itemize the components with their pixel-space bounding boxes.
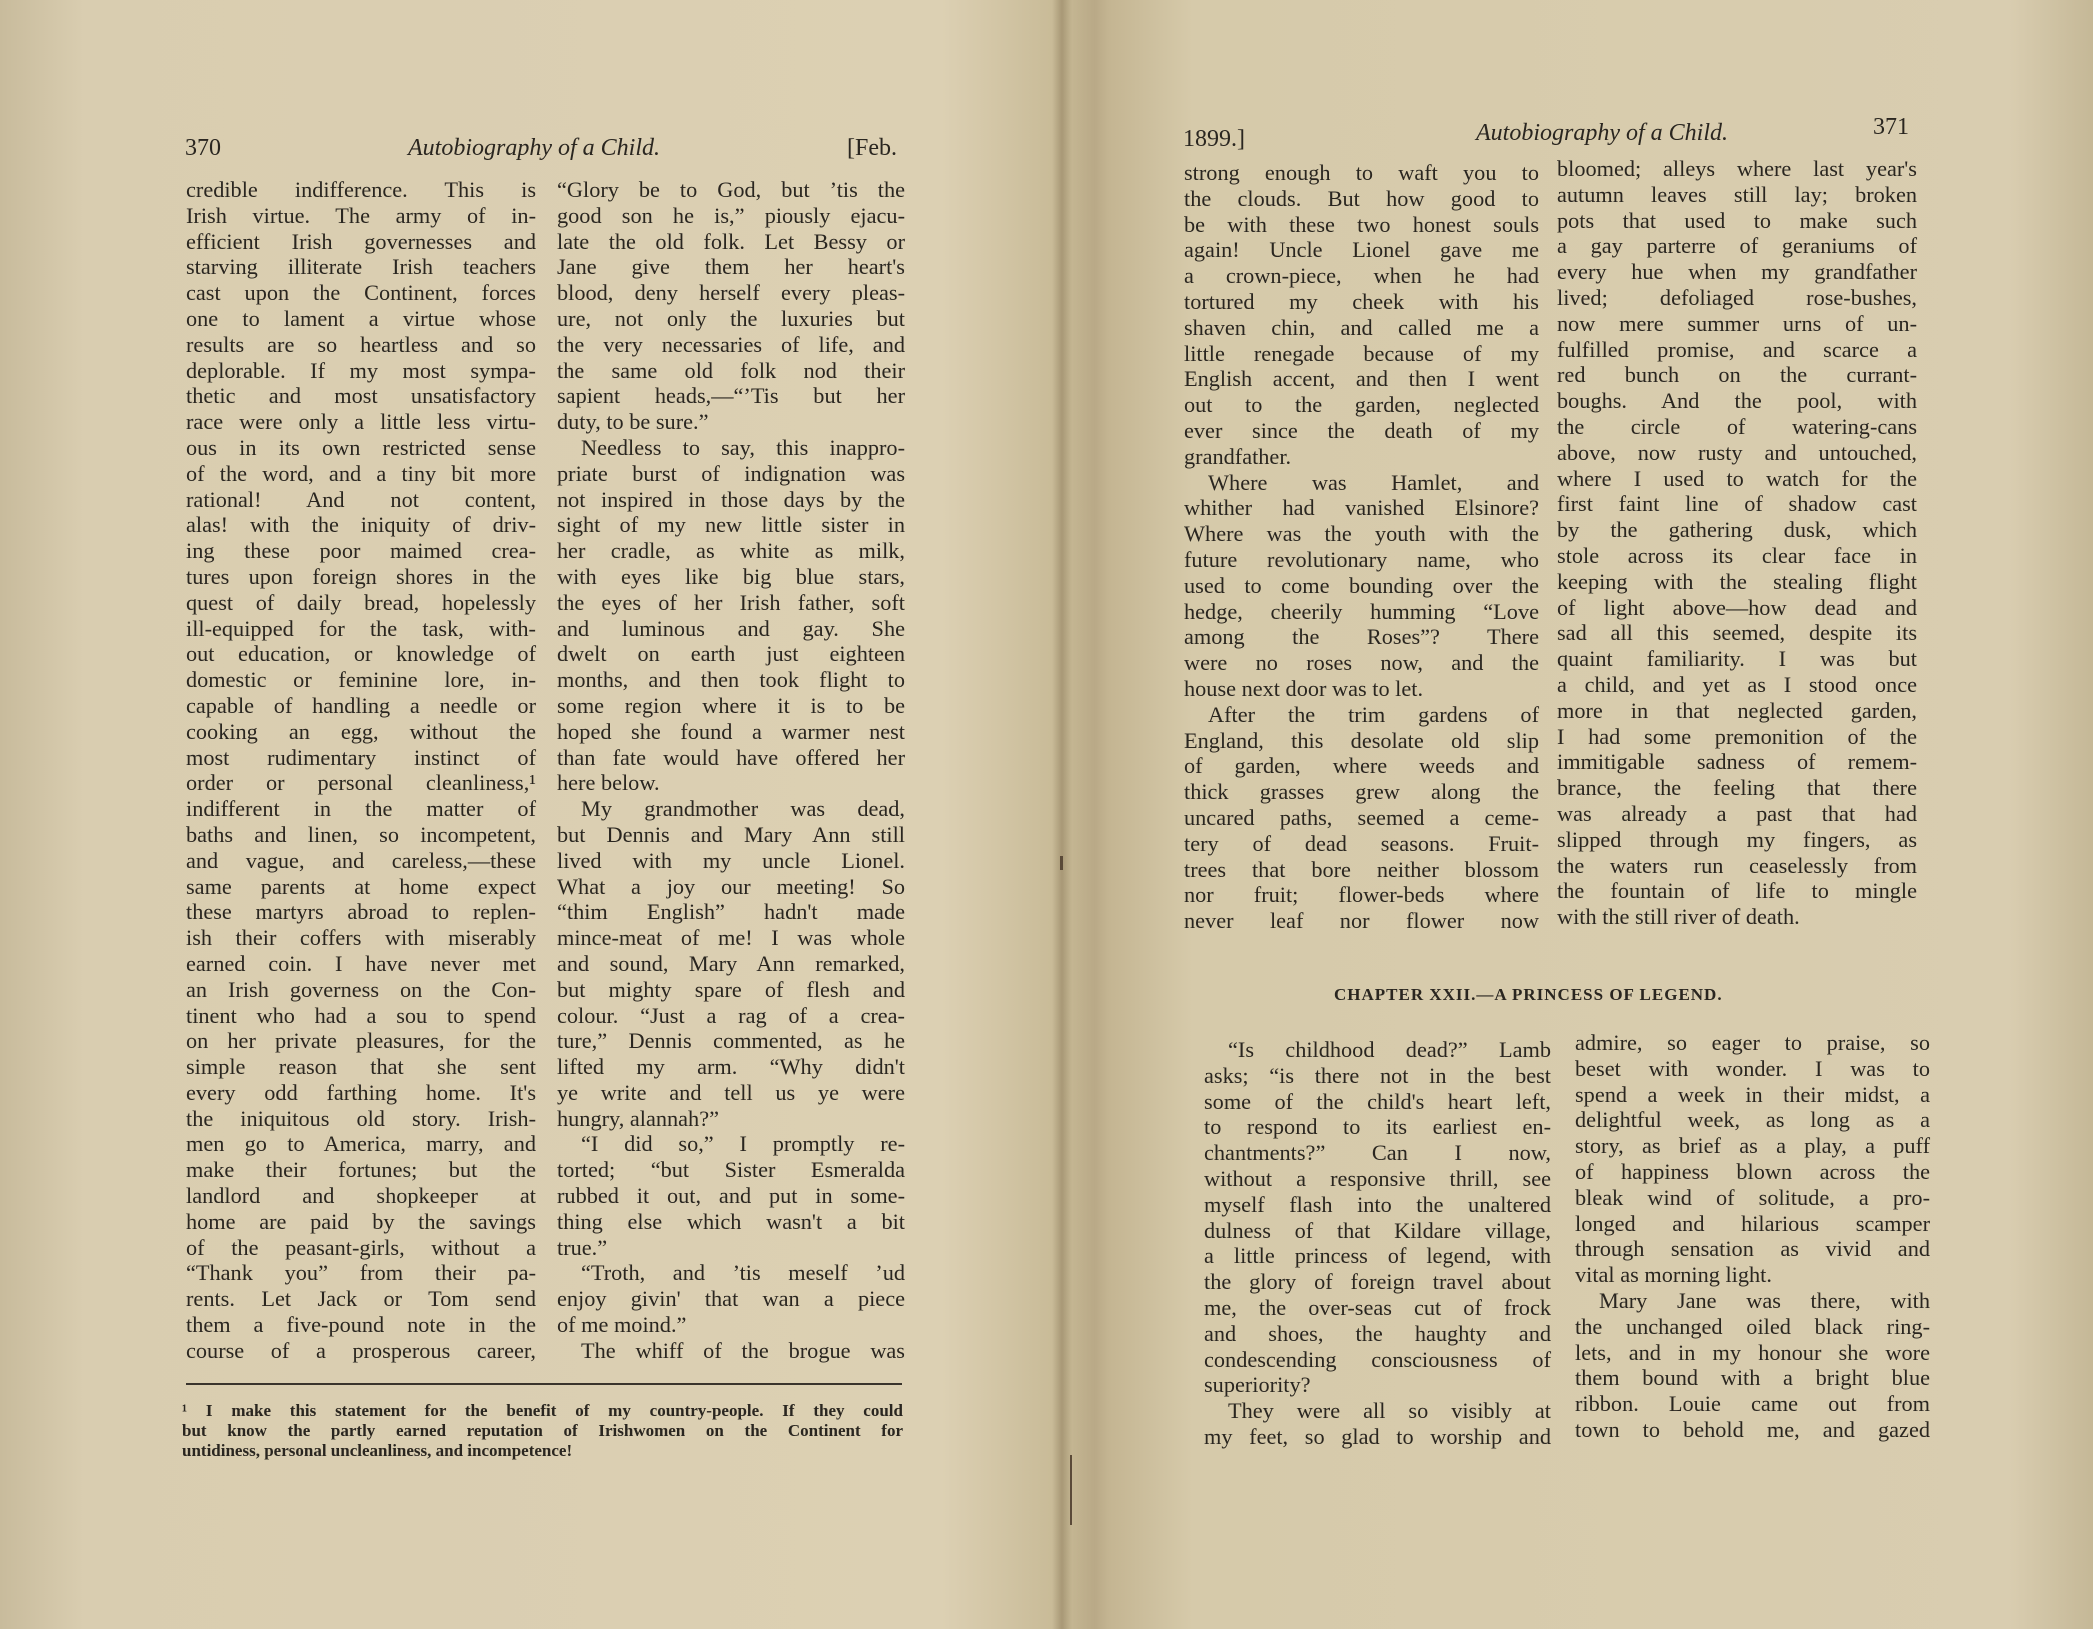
text-line: without a responsive thrill, see [1204, 1165, 1551, 1191]
text-line: tinent who had a sou to spend [186, 1002, 536, 1028]
right-column-3 [1204, 1037, 1551, 1450]
footnote-line: ¹ I make this statement for the benefit of my country-people. If they could [182, 1401, 903, 1420]
text-line: The whiff of the brogue was [581, 1337, 905, 1363]
text-line: the fountain of life to mingle [1557, 878, 1917, 904]
text-line: were no roses now, and the [1184, 650, 1539, 676]
text-line: some of the child's heart left, [1204, 1088, 1551, 1114]
text-line: to respond to its earliest en- [1204, 1114, 1551, 1140]
text-line: never leaf nor flower now [1184, 908, 1539, 934]
text-line: used to come bounding over the [1184, 572, 1539, 598]
left-column-2 [557, 177, 905, 1364]
running-title: Autobiography of a Child. [408, 135, 660, 161]
text-line: her cradle, as white as milk, [557, 538, 905, 564]
text-line: landlord and shopkeeper at [186, 1183, 536, 1209]
text-line: efficient Irish governesses and [186, 228, 536, 254]
text-line: condescending consciousness of [1204, 1346, 1551, 1372]
text-line: the circle of watering-cans [1557, 413, 1917, 439]
text-line: not inspired in those days by the [557, 486, 905, 512]
text-line: where I used to watch for the [1557, 465, 1917, 491]
text-line: order or personal cleanliness,¹ [186, 770, 536, 796]
text-line: hoped she found a warmer nest [557, 718, 905, 744]
text-line: earned coin. I have never met [186, 950, 536, 976]
footnote-line: but know the partly earned reputation of Irishwomen on the Continent for [182, 1421, 903, 1440]
running-date: [Feb. [847, 135, 897, 161]
right-column-4 [1575, 1030, 1930, 1443]
text-line: rents. Let Jack or Tom send [186, 1286, 536, 1312]
page-number: 370 [185, 135, 221, 161]
text-line: be with these two honest souls [1184, 211, 1539, 237]
text-line: priate burst of indignation was [557, 460, 905, 486]
text-line: After the trim gardens of [1208, 701, 1539, 727]
text-line: me, the over-seas cut of frock [1204, 1294, 1551, 1320]
text-line: ture,” Dennis commented, as he [557, 1028, 905, 1054]
text-line: quaint familiarity. I was but [1557, 646, 1917, 672]
text-line: fulfilled promise, and scarce a [1557, 336, 1917, 362]
text-line: grandfather. [1184, 443, 1292, 469]
text-line: the glory of foreign travel about [1204, 1269, 1551, 1295]
text-line: hedge, cheerily humming “Love [1184, 598, 1539, 624]
text-line: sapient heads,—“’Tis but her [557, 383, 905, 409]
text-line: baths and linen, so incompetent, [186, 821, 536, 847]
text-line: of the peasant-girls, without a [186, 1234, 536, 1260]
text-line: little renegade because of my [1184, 340, 1539, 366]
text-line: dulness of that Kildare village, [1204, 1217, 1551, 1243]
text-line: every odd farthing home. It's [186, 1079, 536, 1105]
text-line: “Is childhood dead?” Lamb [1228, 1037, 1551, 1062]
left-column-1 [186, 177, 536, 1364]
footnote-rule [186, 1383, 902, 1385]
text-line: months, and then took flight to [557, 667, 905, 693]
text-line: boughs. And the pool, with [1557, 388, 1917, 414]
text-line: true.” [557, 1234, 608, 1260]
text-line: first faint line of shadow cast [1557, 491, 1917, 517]
text-line: the same old folk nod their [557, 357, 905, 383]
text-line: asks; “is there not in the best [1204, 1062, 1551, 1088]
text-line: “Troth, and ’tis meself ’ud [581, 1260, 905, 1286]
text-line: domestic or feminine lore, in- [186, 667, 536, 693]
text-line: with the still river of death. [1557, 904, 1800, 930]
text-line: spend a week in their midst, a [1575, 1081, 1930, 1107]
text-line: What a joy our meeting! So [557, 873, 905, 899]
text-line: results are so heartless and so [186, 331, 536, 357]
text-line: trees that bore neither blossom [1184, 856, 1539, 882]
text-line: Where was Hamlet, and [1208, 469, 1539, 495]
text-line: mince-meat of me! I was whole [557, 925, 905, 951]
right-running-head [1183, 113, 1943, 153]
right-column-1 [1184, 160, 1539, 934]
text-line: future revolutionary name, who [1184, 546, 1539, 572]
text-line: lived with my uncle Lionel. [557, 847, 905, 873]
text-line: one to lament a virtue whose [186, 305, 536, 331]
text-line: out education, or knowledge of [186, 641, 536, 667]
text-line: an Irish governess on the Con- [186, 976, 536, 1002]
text-line: cooking an egg, without the [186, 718, 536, 744]
text-line: a child, and yet as I stood once [1557, 671, 1917, 697]
text-line: English accent, and then I went [1184, 366, 1539, 392]
text-line: enjoy givin' that wan a piece [557, 1286, 905, 1312]
text-line: every hue when my grandfather [1557, 259, 1917, 285]
text-line: beset with wonder. I was to [1575, 1055, 1930, 1081]
text-line: pots that used to make such [1557, 207, 1917, 233]
footnote [182, 1401, 903, 1461]
text-line: duty, to be sure.” [557, 409, 709, 435]
left-running-head [185, 128, 905, 168]
page-number: 371 [1873, 114, 1909, 140]
text-line: sight of my new little sister in [557, 512, 905, 538]
text-line: a crown-piece, when he had [1184, 263, 1539, 289]
text-line: sad all this seemed, despite its [1557, 620, 1917, 646]
text-line: I had some premonition of the [1557, 723, 1917, 749]
text-line: They were all so visibly at [1228, 1398, 1551, 1424]
text-line: England, this desolate old slip [1184, 727, 1539, 753]
text-line: tortured my cheek with his [1184, 288, 1539, 314]
text-line: ye write and tell us ye were [557, 1079, 905, 1105]
text-line: among the Roses”? There [1184, 624, 1539, 650]
text-line: and sound, Mary Ann remarked, [557, 950, 905, 976]
text-line: but mighty spare of flesh and [557, 976, 905, 1002]
text-line: lived; defoliaged rose-bushes, [1557, 284, 1917, 310]
text-line: rubbed it out, and put in some- [557, 1183, 905, 1209]
margin-mark [1070, 1455, 1072, 1525]
text-line: but Dennis and Mary Ann still [557, 821, 905, 847]
text-line: the waters run ceaselessly from [1557, 852, 1917, 878]
text-line: a little princess of legend, with [1204, 1243, 1551, 1269]
text-line: of light above—how dead and [1557, 594, 1917, 620]
text-line: of happiness blown across the [1575, 1158, 1930, 1184]
text-line: out to the garden, neglected [1184, 392, 1539, 418]
text-line: ribbon. Louie came out from [1575, 1391, 1930, 1417]
text-line: simple reason that she sent [186, 1054, 536, 1080]
text-line: the clouds. But how good to [1184, 185, 1539, 211]
text-line: more in that neglected garden, [1557, 697, 1917, 723]
text-line: men go to America, marry, and [186, 1131, 536, 1157]
text-line: course of a prosperous career, [186, 1337, 536, 1363]
text-line: “Thank you” from their pa- [186, 1260, 536, 1286]
text-line: through sensation as vivid and [1575, 1236, 1930, 1262]
text-line: lets, and in my honour she wore [1575, 1339, 1930, 1365]
text-line: them bound with a bright blue [1575, 1365, 1930, 1391]
text-line: bleak wind of solitude, a pro- [1575, 1184, 1930, 1210]
text-line: ing these poor maimed crea- [186, 538, 536, 564]
text-line: shaven chin, and called me a [1184, 314, 1539, 340]
running-date: 1899.] [1183, 126, 1245, 152]
text-line: tures upon foreign shores in the [186, 563, 536, 589]
text-line: ure, not only the luxuries but [557, 305, 905, 331]
text-line: a gay parterre of geraniums of [1557, 233, 1917, 259]
text-line: and vague, and careless,—these [186, 847, 536, 873]
text-line: than fate would have offered her [557, 744, 905, 770]
right-page [1072, 0, 2093, 1629]
text-line: capable of handling a needle or [186, 692, 536, 718]
text-line: “Glory be to God, but ’tis the [557, 177, 905, 202]
text-line: race were only a little less virtu- [186, 409, 536, 435]
chapter-heading: CHAPTER XXII.—A PRINCESS OF LEGEND. [1334, 985, 1723, 1004]
text-line: the iniquitous old story. Irish- [186, 1105, 536, 1131]
text-line: nor fruit; flower-beds where [1184, 882, 1539, 908]
text-line: brance, the feeling that there [1557, 775, 1917, 801]
text-line: admire, so eager to praise, so [1575, 1030, 1930, 1055]
text-line: the eyes of her Irish father, soft [557, 589, 905, 615]
text-line: stole across its clear face in [1557, 542, 1917, 568]
text-line: lifted my arm. “Why didn't [557, 1054, 905, 1080]
footnote-line: untidiness, personal uncleanliness, and incompetence! [182, 1441, 573, 1460]
text-line: late the old folk. Let Bessy or [557, 228, 905, 254]
text-line: make their fortunes; but the [186, 1157, 536, 1183]
text-line: slipped through my fingers, as [1557, 826, 1917, 852]
text-line: “thim English” hadn't made [557, 899, 905, 925]
text-line: bloomed; alleys where last year's [1557, 156, 1917, 181]
text-line: thing else which wasn't a bit [557, 1208, 905, 1234]
text-line: good son he is,” piously ejacu- [557, 202, 905, 228]
right-column-2 [1557, 156, 1917, 930]
text-line: was already a past that had [1557, 800, 1917, 826]
text-line: ous in its own restricted sense [186, 434, 536, 460]
text-line: deplorable. If my most sympa- [186, 357, 536, 383]
margin-mark [1060, 856, 1063, 870]
text-line: my feet, so glad to worship and [1204, 1423, 1551, 1449]
text-line: colour. “Just a rag of a crea- [557, 1002, 905, 1028]
text-line: blood, deny herself every pleas- [557, 280, 905, 306]
text-line: whither had vanished Elsinore? [1184, 495, 1539, 521]
running-title: Autobiography of a Child. [1476, 120, 1728, 146]
text-line: ever since the death of my [1184, 417, 1539, 443]
text-line: Irish virtue. The army of in- [186, 202, 536, 228]
text-line: chantments?” Can I now, [1204, 1140, 1551, 1166]
text-line: the unchanged oiled black ring- [1575, 1313, 1930, 1339]
text-line: keeping with the stealing flight [1557, 568, 1917, 594]
text-line: thick grasses grew along the [1184, 779, 1539, 805]
text-line: story, as brief as a play, a puff [1575, 1133, 1930, 1159]
text-line: vital as morning light. [1575, 1262, 1772, 1288]
text-line: Needless to say, this inappro- [581, 434, 905, 460]
text-line: the very necessaries of life, and [557, 331, 905, 357]
text-line: ill-equipped for the task, with- [186, 615, 536, 641]
text-line: delightful week, as long as a [1575, 1107, 1930, 1133]
text-line: again! Uncle Lionel gave me [1184, 237, 1539, 263]
text-line: My grandmother was dead, [581, 796, 905, 822]
text-line: Jane give them her heart's [557, 254, 905, 280]
text-line: starving illiterate Irish teachers [186, 254, 536, 280]
text-line: of the word, and a tiny bit more [186, 460, 536, 486]
text-line: of garden, where weeds and [1184, 753, 1539, 779]
text-line: strong enough to waft you to [1184, 160, 1539, 185]
text-line: ish their coffers with miserably [186, 925, 536, 951]
text-line: longed and hilarious scamper [1575, 1210, 1930, 1236]
text-line: above, now rusty and untouched, [1557, 439, 1917, 465]
text-line: dwelt on earth just eighteen [557, 641, 905, 667]
text-line: red bunch on the currant- [1557, 362, 1917, 388]
text-line: on her private pleasures, for the [186, 1028, 536, 1054]
text-line: most rudimentary instinct of [186, 744, 536, 770]
text-line: them a five-pound note in the [186, 1312, 536, 1338]
text-line: now mere summer urns of un- [1557, 310, 1917, 336]
text-line: same parents at home expect [186, 873, 536, 899]
text-line: hungry, alannah?” [557, 1105, 719, 1131]
text-line: home are paid by the savings [186, 1208, 536, 1234]
text-line: Where was the youth with the [1184, 521, 1539, 547]
text-line: and shoes, the haughty and [1204, 1320, 1551, 1346]
text-line: rational! And not content, [186, 486, 536, 512]
text-line: superiority? [1204, 1372, 1311, 1398]
text-line: and luminous and gay. She [557, 615, 905, 641]
text-line: torted; “but Sister Esmeralda [557, 1157, 905, 1183]
text-line: town to behold me, and gazed [1575, 1416, 1930, 1442]
text-line: these martyrs abroad to replen- [186, 899, 536, 925]
text-line: autumn leaves still lay; broken [1557, 181, 1917, 207]
text-line: some region where it is to be [557, 692, 905, 718]
text-line: alas! with the iniquity of driv- [186, 512, 536, 538]
text-line: with eyes like big blue stars, [557, 563, 905, 589]
text-line: cast upon the Continent, forces [186, 280, 536, 306]
text-line: Mary Jane was there, with [1599, 1287, 1930, 1313]
text-line: “I did so,” I promptly re- [581, 1131, 905, 1157]
text-line: uncared paths, seemed a ceme- [1184, 804, 1539, 830]
text-line: immitigable sadness of remem- [1557, 749, 1917, 775]
text-line: myself flash into the unaltered [1204, 1191, 1551, 1217]
text-line: credible indifference. This is [186, 177, 536, 202]
text-line: tery of dead seasons. Fruit- [1184, 830, 1539, 856]
text-line: quest of daily bread, hopelessly [186, 589, 536, 615]
text-line: by the gathering dusk, which [1557, 517, 1917, 543]
text-line: thetic and most unsatisfactory [186, 383, 536, 409]
text-line: house next door was to let. [1184, 675, 1424, 701]
text-line: here below. [557, 770, 660, 796]
text-line: of me moind.” [557, 1312, 687, 1338]
text-line: indifferent in the matter of [186, 796, 536, 822]
book-gutter [1052, 0, 1072, 1629]
